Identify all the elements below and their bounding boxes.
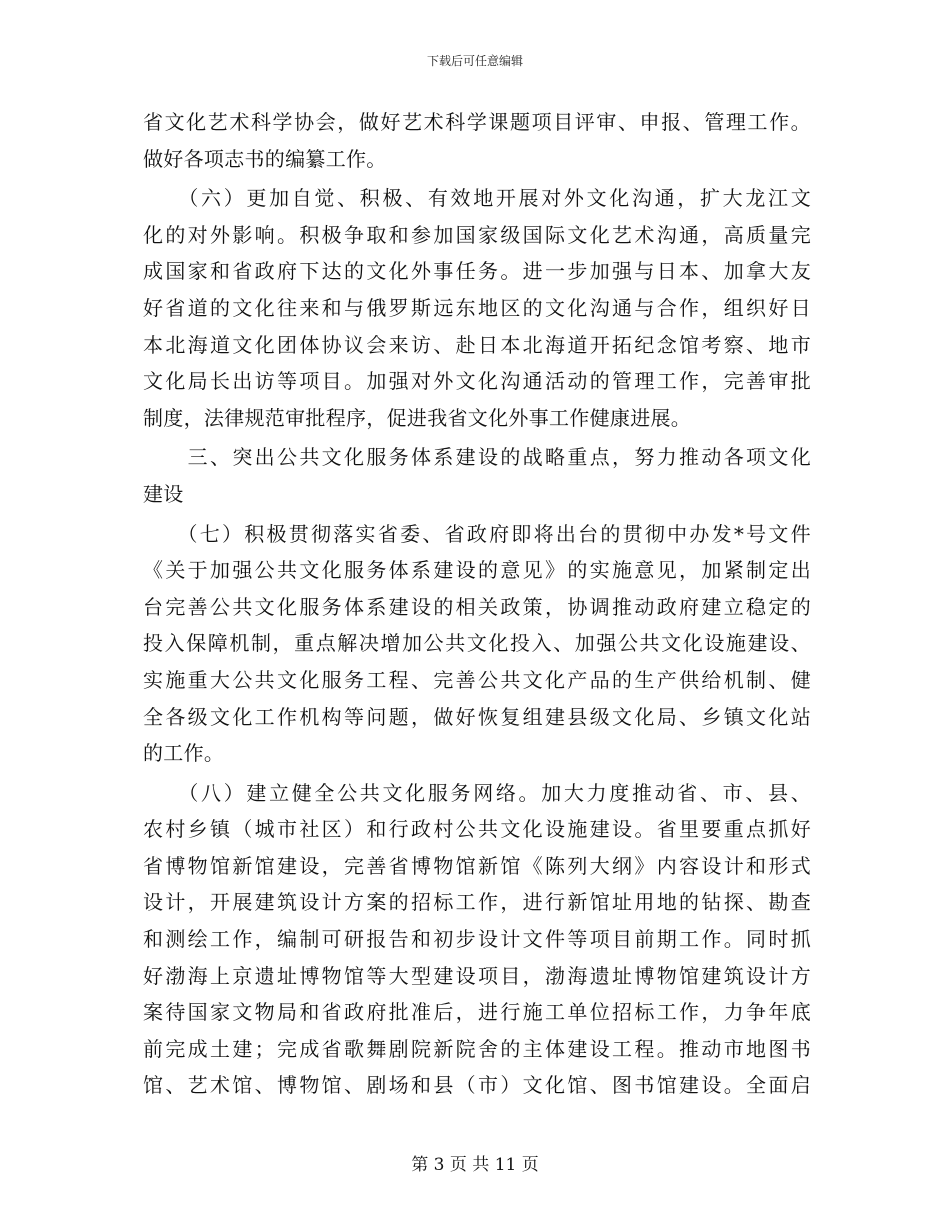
text-line: 和测绘工作，编制可研报告和初步设计文件等项目前期工作。同时抓 xyxy=(143,927,811,952)
text-line: 案待国家文物局和省政府批准后，进行施工单位招标工作，力争年底 xyxy=(143,1000,811,1025)
page-footer: 第 3 页 共 11 页 xyxy=(411,1155,539,1175)
text-line: 设计，开展建筑设计方案的招标工作，进行新馆址用地的钻探、勘查 xyxy=(143,890,811,915)
text-line: 农村乡镇（城市社区）和行政村公共文化设施建设。省里要重点抓好 xyxy=(143,817,811,842)
text-line: 文化局长出访等项目。加强对外文化沟通活动的管理工作，完善审批 xyxy=(143,369,811,394)
text-line: 三、突出公共文化服务体系建设的战略重点，努力推动各项文化 xyxy=(143,445,811,470)
text-line: 台完善公共文化服务体系建设的相关政策，协调推动政府建立稳定的 xyxy=(143,594,811,619)
text-line: 全各级文化工作机构等问题，做好恢复组建县级文化局、乡镇文化站 xyxy=(143,704,811,729)
text-line: 好省道的文化往来和与俄罗斯远东地区的文化沟通与合作，组织好日 xyxy=(143,295,811,320)
text-line: 实施重大公共文化服务工程、完善公共文化产品的生产供给机制、健 xyxy=(143,667,811,692)
document-body xyxy=(143,104,811,1104)
text-line: 化的对外影响。积极争取和参加国家级国际文化艺术沟通，高质量完 xyxy=(143,222,811,247)
text-line: 好渤海上京遗址博物馆等大型建设项目，渤海遗址博物馆建筑设计方 xyxy=(143,963,811,988)
text-line: 的工作。 xyxy=(143,741,225,766)
text-line: 投入保障机制，重点解决增加公共文化投入、加强公共文化设施建设、 xyxy=(143,631,811,656)
text-line: 建设 xyxy=(143,481,184,506)
text-line: 制度，法律规范审批程序，促进我省文化外事工作健康进展。 xyxy=(143,405,692,430)
text-line: 前完成土建；完成省歌舞剧院新院舍的主体建设工程。推动市地图书 xyxy=(143,1036,811,1061)
text-line: 省博物馆新馆建设，完善省博物馆新馆《陈列大纲》内容设计和形式 xyxy=(143,853,811,878)
text-line: 《关于加强公共文化服务体系建设的意见》的实施意见，加紧制定出 xyxy=(143,558,811,583)
text-line: 成国家和省政府下达的文化外事任务。进一步加强与日本、加拿大友 xyxy=(143,259,811,284)
text-line: （八）建立健全公共文化服务网络。加大力度推动省、市、县、 xyxy=(143,780,811,805)
text-line: 省文化艺术科学协会，做好艺术科学课题项目评审、申报、管理工作。 xyxy=(143,110,811,134)
text-line: （七）积极贯彻落实省委、省政府即将出台的贯彻中办发*号文件 xyxy=(143,521,811,546)
page-header: 下载后可任意编辑 xyxy=(426,54,523,68)
text-line: 本北海道文化团体协议会来访、赴日本北海道开拓纪念馆考察、地市 xyxy=(143,332,811,357)
text-line: 做好各项志书的编纂工作。 xyxy=(143,146,387,171)
text-line: （六）更加自觉、积极、有效地开展对外文化沟通，扩大龙江文 xyxy=(143,186,811,211)
text-line: 馆、艺术馆、博物馆、剧场和县（市）文化馆、图书馆建设。全面启 xyxy=(143,1073,811,1098)
